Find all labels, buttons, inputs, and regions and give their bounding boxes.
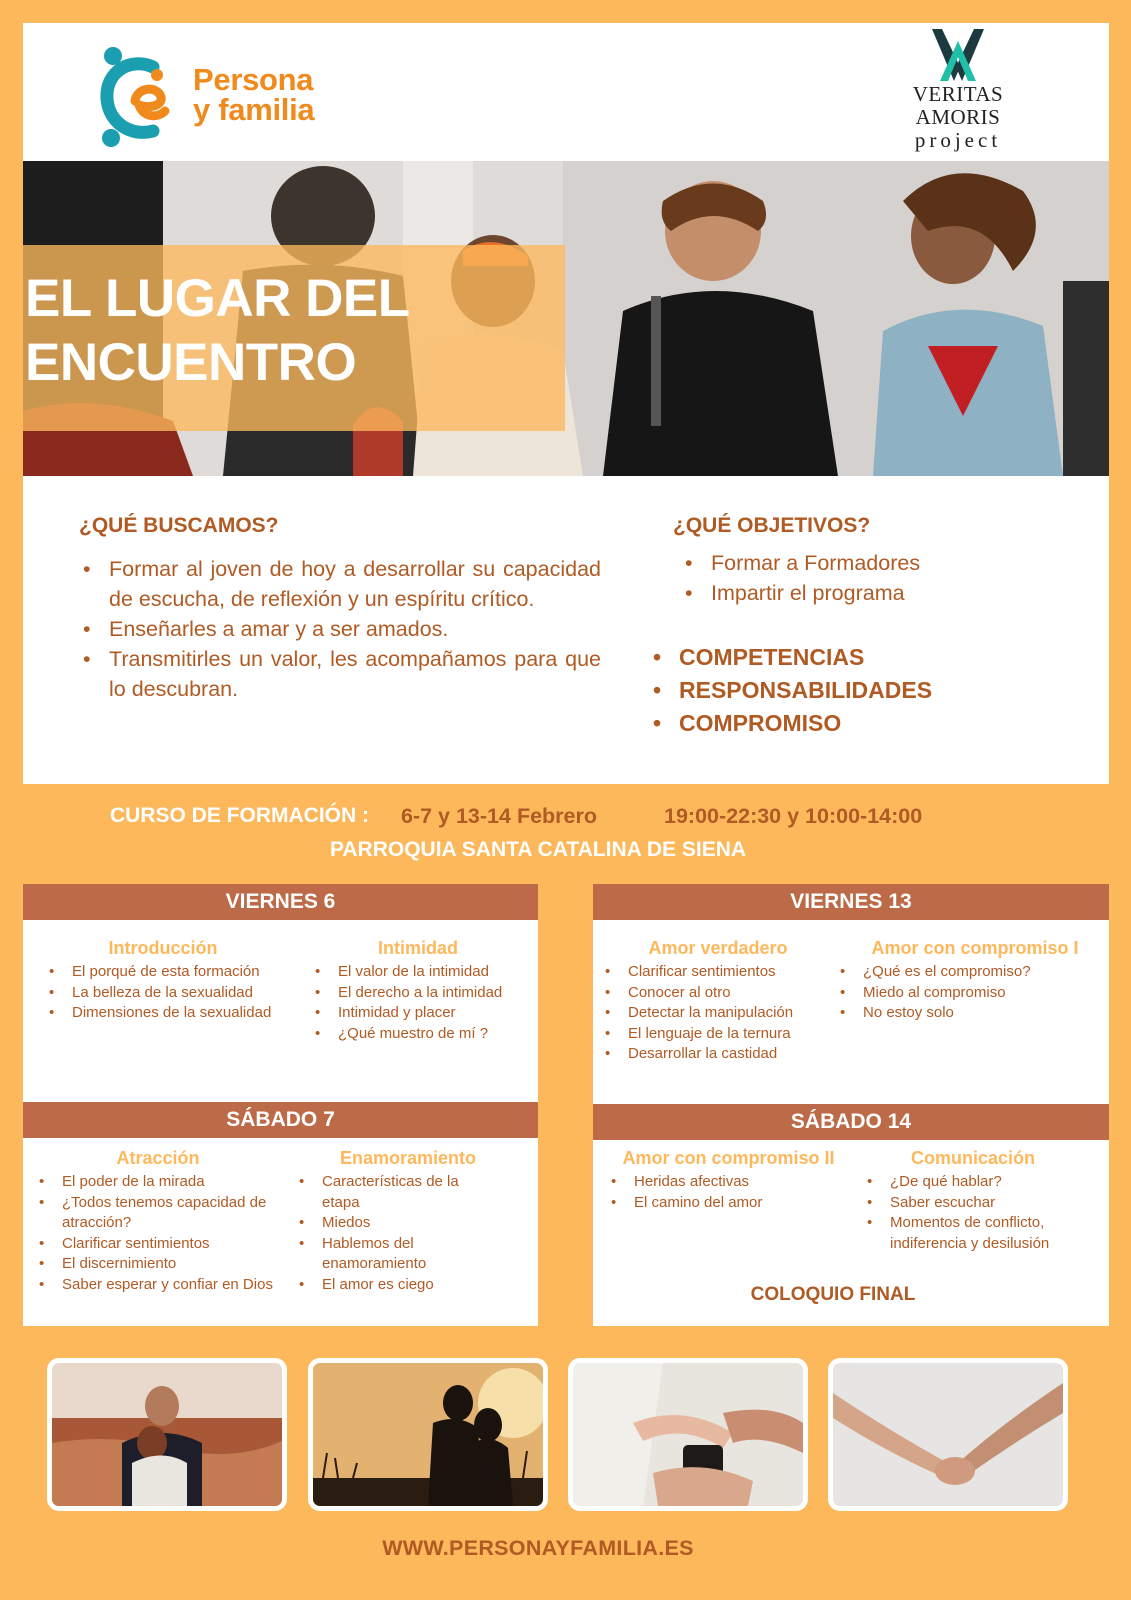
brand-line-1: Persona	[193, 62, 314, 97]
session-title: Enamoramiento	[339, 1148, 477, 1168]
objetivos-heading: ¿QUÉ OBJETIVOS?	[673, 514, 871, 537]
list-item: • Detectar la manipulación	[603, 1003, 838, 1024]
day-title: VIERNES 13	[593, 884, 1109, 920]
session-title: Atracción	[116, 1148, 200, 1168]
day-card-sabado-14	[593, 1104, 1109, 1326]
pillars-list	[651, 641, 932, 740]
list-item: • Impartir el programa	[683, 578, 920, 608]
session-topics	[609, 1172, 849, 1213]
website-link[interactable]: WWW.PERSONAYFAMILIA.ES	[382, 1536, 694, 1560]
brand-line-2: y familia	[193, 92, 315, 127]
list-item: • Características de la etapa	[297, 1172, 487, 1213]
list-item: • Dimensiones de la sexualidad	[47, 1003, 309, 1024]
partner-line-3: project	[914, 128, 1002, 152]
session-title: Introducción	[108, 938, 218, 958]
list-item: • Miedos	[297, 1213, 487, 1234]
list-item: • Desarrollar la castidad	[603, 1044, 838, 1065]
list-item: • No estoy solo	[838, 1003, 1098, 1024]
list-item: • Transmitirles un valor, les acompañamos para que lo descubran.	[81, 644, 601, 704]
course-dates: 6-7 y 13-14 Febrero	[401, 804, 597, 828]
list-item: • Hablemos del enamoramiento	[297, 1234, 487, 1275]
photo-holding-hands-image	[833, 1363, 1063, 1506]
list-item: • Clarificar sentimientos	[603, 962, 838, 983]
list-item: • ¿De qué hablar?	[865, 1172, 1101, 1193]
header-bar	[23, 23, 1109, 163]
list-item: • Formar al joven de hoy a desarrollar su capacidad de escucha, de reflexión y un espíritu crítico.	[81, 554, 601, 614]
info-panel	[23, 476, 1109, 784]
hero-banner	[23, 161, 1109, 476]
list-item: • El poder de la mirada	[37, 1172, 277, 1193]
photo-holding-hands	[828, 1358, 1068, 1511]
session-title: Amor con compromiso II	[622, 1148, 835, 1168]
pillar-item: • COMPETENCIAS	[651, 641, 932, 674]
session-title: Amor con compromiso I	[871, 938, 1079, 958]
day-card-viernes-6	[23, 884, 538, 1102]
hero-title	[25, 267, 410, 395]
partner-line-2: AMORIS	[915, 105, 1001, 129]
session-topics	[313, 962, 533, 1044]
list-item: • El porqué de esta formación	[47, 962, 309, 983]
list-item: • El valor de la intimidad	[313, 962, 533, 983]
list-item: • El amor es ciego	[297, 1275, 487, 1296]
list-item: • Conocer al otro	[603, 983, 838, 1004]
session-title: Amor verdadero	[648, 938, 788, 958]
closing-colloquium: COLOQUIO FINAL	[750, 1284, 916, 1305]
hero-title-line-1: EL LUGAR DEL	[25, 269, 410, 328]
photo-couple-sunset-image	[313, 1363, 543, 1506]
session-title: Comunicación	[910, 1148, 1035, 1168]
list-item: • Saber esperar y confiar en Dios	[37, 1275, 277, 1296]
list-item: • La belleza de la sexualidad	[47, 983, 309, 1004]
list-item: • ¿Qué es el compromiso?	[838, 962, 1098, 983]
veritas-amoris-monogram-icon	[928, 27, 988, 83]
list-item: • Formar a Formadores	[683, 548, 920, 578]
session-topics	[865, 1172, 1101, 1254]
list-item: • Clarificar sentimientos	[37, 1234, 277, 1255]
course-label: CURSO DE FORMACIÓN :	[110, 804, 369, 827]
course-times: 19:00-22:30 y 10:00-14:00	[664, 804, 923, 828]
day-card-sabado-7	[23, 1102, 538, 1326]
list-item: • ¿Todos tenemos capacidad de atracción?	[37, 1193, 277, 1234]
list-item: • El derecho a la intimidad	[313, 983, 533, 1004]
buscamos-list	[81, 554, 601, 704]
pillar-item: • RESPONSABILIDADES	[651, 674, 932, 707]
session-topics	[47, 962, 309, 1024]
list-item: • Miedo al compromiso	[838, 983, 1098, 1004]
list-item: • ¿Qué muestro de mí ?	[313, 1024, 533, 1045]
session-title: Intimidad	[378, 938, 458, 958]
list-item: • El camino del amor	[609, 1193, 849, 1214]
photo-couple-embrace-image	[52, 1363, 282, 1506]
list-item: • Saber escuchar	[865, 1193, 1101, 1214]
day-title: VIERNES 6	[23, 884, 538, 920]
list-item: • Intimidad y placer	[313, 1003, 533, 1024]
hero-title-line-2: ENCUENTRO	[25, 333, 357, 392]
pillar-item: • COMPROMISO	[651, 707, 932, 740]
photo-couple-sunset	[308, 1358, 548, 1511]
day-card-viernes-13	[593, 884, 1109, 1104]
objetivos-list	[683, 548, 920, 608]
session-topics	[838, 962, 1098, 1024]
list-item: • El lenguaje de la ternura	[603, 1024, 838, 1045]
list-item: • El discernimiento	[37, 1254, 277, 1275]
photo-ring-proposal-image	[573, 1363, 803, 1506]
day-title: SÁBADO 7	[23, 1102, 538, 1138]
session-topics	[603, 962, 838, 1065]
photo-ring-proposal	[568, 1358, 808, 1511]
photo-couple-embrace	[47, 1358, 287, 1511]
partner-line-1: VERITAS	[912, 82, 1004, 106]
course-place: PARROQUIA SANTA CATALINA DE SIENA	[329, 838, 747, 861]
list-item: • Heridas afectivas	[609, 1172, 849, 1193]
buscamos-heading: ¿QUÉ BUSCAMOS?	[79, 514, 279, 537]
day-title: SÁBADO 14	[593, 1104, 1109, 1140]
persona-y-familia-logo[interactable]	[91, 45, 351, 150]
session-topics	[37, 1172, 277, 1295]
session-topics	[297, 1172, 487, 1295]
brand-wordmark	[193, 62, 315, 127]
list-item: • Enseñarles a amar y a ser amados.	[81, 614, 601, 644]
persona-y-familia-mark-icon	[91, 45, 191, 150]
veritas-amoris-logo[interactable]	[893, 27, 1023, 159]
list-item: • Momentos de conflicto, indiferencia y desilusión	[865, 1213, 1101, 1254]
